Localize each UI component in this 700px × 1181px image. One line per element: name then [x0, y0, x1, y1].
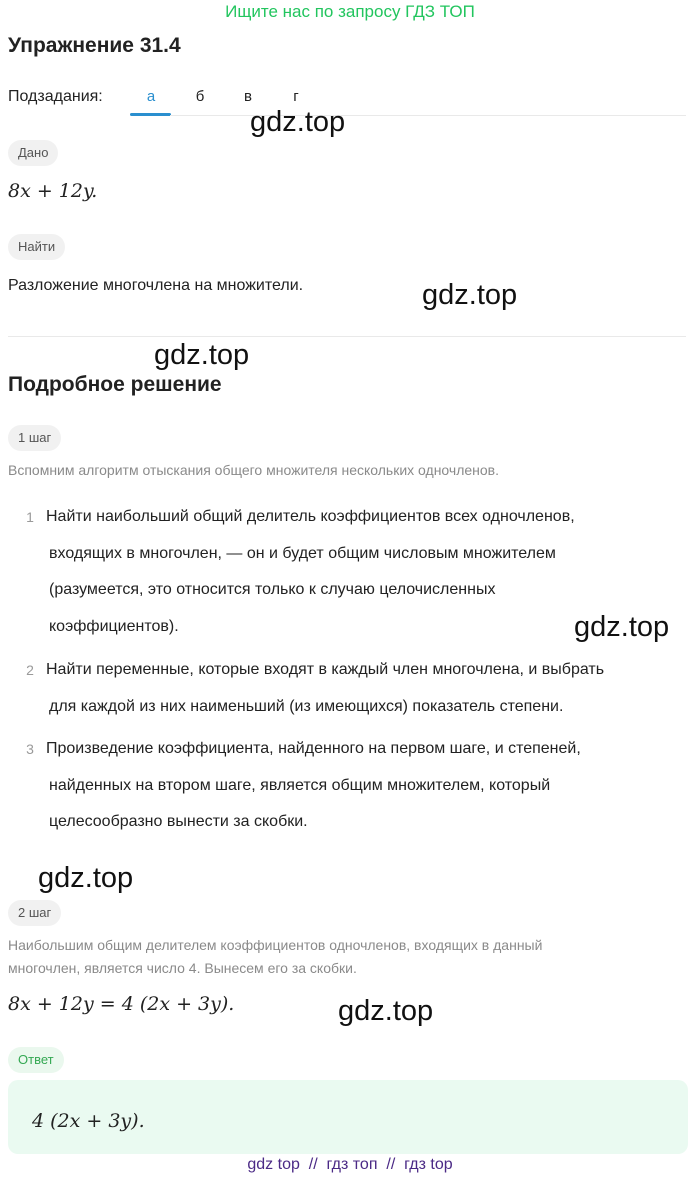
step1-intro: Вспомним алгоритм отыскания общего множителя нескольких одночленов. — [8, 462, 500, 478]
given-expression: 8x + 12y. — [8, 180, 98, 202]
watermark: gdz.top — [250, 106, 346, 138]
answer-chip: Ответ — [8, 1047, 64, 1073]
watermark: gdz.top — [338, 995, 434, 1027]
list-line: коэффициентов). — [49, 617, 179, 635]
list-line: Найти наибольший общий делитель коэффициентов всех одночленов, — [46, 508, 575, 525]
watermark: gdz.top — [574, 611, 670, 643]
list-item — [46, 652, 686, 725]
promo-banner: Ищите нас по запросу ГДЗ ТОП — [225, 2, 475, 21]
section-divider — [8, 336, 686, 337]
step1-chip: 1 шаг — [8, 425, 61, 451]
list-item — [46, 731, 686, 841]
step2-text-line: Наибольшим общим делителем коэффициентов одночленов, входящих в данный — [8, 937, 543, 953]
list-item-number: 1 — [26, 509, 34, 525]
list-line: Произведение коэффициента, найденного на первом шаге, и степеней, — [46, 740, 581, 757]
list-line: Найти переменные, которые входят в каждый член многочлена, и выбрать — [46, 661, 605, 678]
list-line: для каждой из них наименьший (из имеющихся) показатель степени. — [49, 697, 564, 715]
tab-b[interactable]: б — [195, 88, 205, 105]
step2-text-line: многочлен, является число 4. Вынесем его за скобки. — [8, 960, 357, 976]
solution-title: Подробное решение — [8, 373, 222, 396]
subtasks-label: Подзадания: — [8, 88, 103, 105]
given-chip: Дано — [8, 140, 58, 166]
watermark: gdz.top — [38, 862, 134, 894]
step2-chip: 2 шаг — [8, 900, 61, 926]
tabs-divider — [170, 115, 686, 116]
list-line: (разумеется, это относится только к случаю целочисленных — [49, 581, 496, 598]
answer-expression: 4 (2x + 3y). — [32, 1110, 145, 1132]
find-chip: Найти — [8, 234, 65, 260]
active-tab-indicator — [130, 113, 171, 116]
footer-links: gdz top // гдз топ // гдз top — [247, 1156, 453, 1173]
list-line: найденных на втором шаге, является общим множителем, который — [49, 776, 551, 794]
list-line: входящих в многочлен, — он и будет общим числовым множителем — [49, 544, 556, 562]
tab-v[interactable]: в — [244, 88, 252, 105]
list-item-number: 3 — [26, 741, 34, 757]
list-item-number: 2 — [26, 662, 34, 678]
watermark: gdz.top — [154, 339, 250, 371]
page-title: Упражнение 31.4 — [8, 34, 181, 57]
watermark: gdz.top — [422, 279, 518, 311]
step2-expression: 8x + 12y = 4 (2x + 3y). — [8, 993, 235, 1015]
tab-g[interactable]: г — [293, 88, 299, 105]
tab-a[interactable]: а — [146, 88, 156, 105]
list-line: целесообразно вынести за скобки. — [49, 813, 308, 830]
find-text: Разложение многочлена на множители. — [8, 277, 304, 294]
